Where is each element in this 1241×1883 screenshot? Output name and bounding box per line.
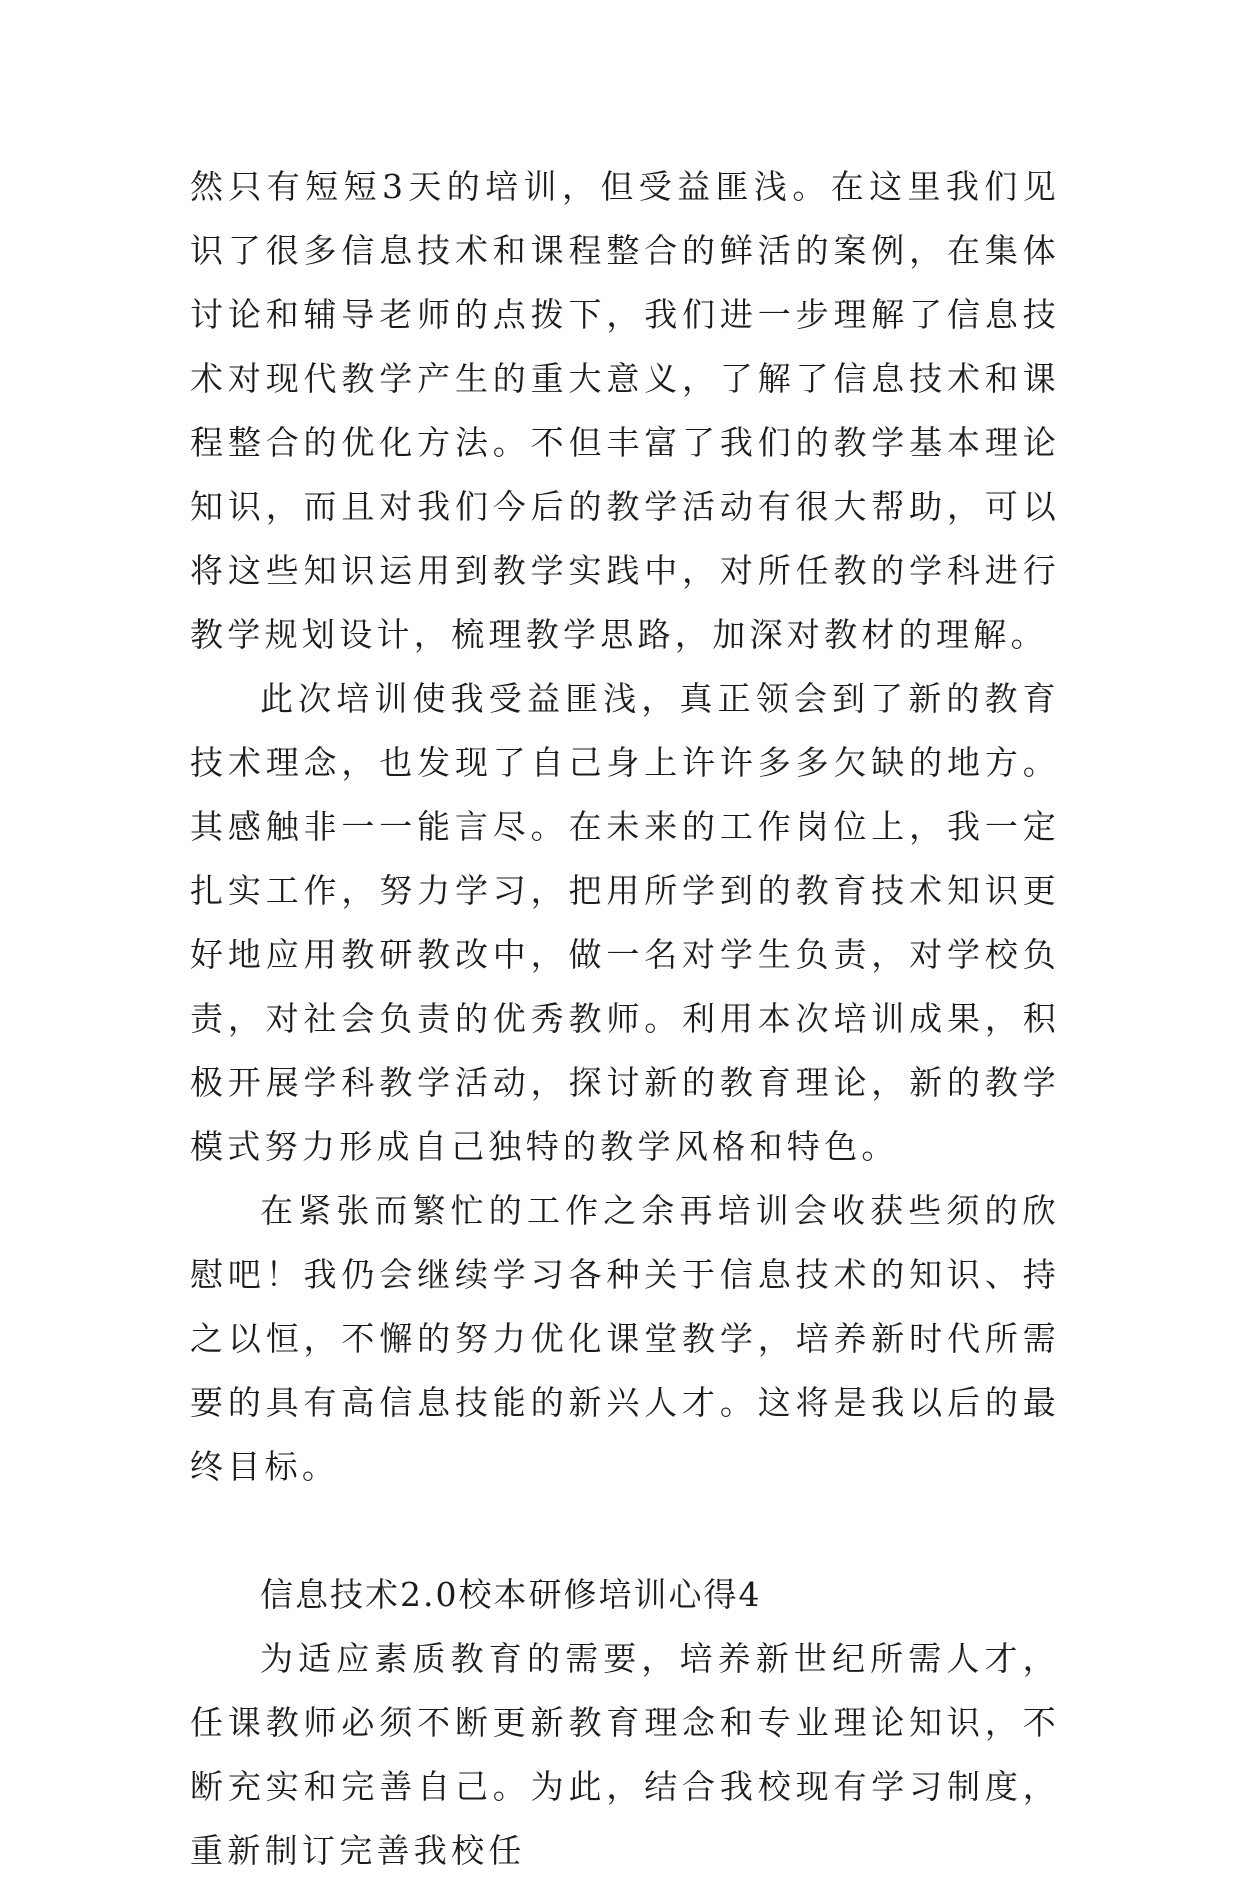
paragraph-training-reflection: 此次培训使我受益匪浅，真正领会到了新的教育技术理念，也发现了自己身上许许多多欠缺的地方。其感触非一一能言尽。在未来的工作岗位上，我一定扎实工作，努力学习，把用所学到的教育技术知识更好地应用教研教改中，做一名对学生负责，对学校负责，对社会负责的优秀教师。利用本次培训成果，积极开展学科教学活动，探讨新的教育理论，新的教学模式努力形成自己独特的教学风格和特色。: [190, 679, 1060, 1166]
document-body: [190, 155, 1060, 1883]
paragraph-continuation: 然只有短短3天的培训，但受益匪浅。在这里我们见识了很多信息技术和课程整合的鲜活的案例，在集体讨论和辅导老师的点拨下，我们进一步理解了信息技术对现代教学产生的重大意义，了解了信息技术和课程整合的优化方法。不但丰富了我们的教学基本理论知识，而且对我们今后的教学活动有很大帮助，可以将这些知识运用到教学实践中，对所任教的学科进行教学规划设计，梳理教学思路，加深对教材的理解。: [190, 167, 1060, 654]
section-heading: 信息技术2.0校本研修培训心得4: [260, 1575, 762, 1614]
paragraph-future-goal: 在紧张而繁忙的工作之余再培训会收获些须的欣慰吧！我仍会继续学习各种关于信息技术的知识、持之以恒，不懈的努力优化课堂教学，培养新时代所需要的具有高信息技能的新兴人才。这将是我以后的最终目标。: [190, 1191, 1060, 1486]
paragraph-section-intro: 为适应素质教育的需要，培养新世纪所需人才，任课教师必须不断更新教育理念和专业理论知识，不断充实和完善自己。为此，结合我校现有学习制度，重新制订完善我校任: [190, 1639, 1060, 1870]
